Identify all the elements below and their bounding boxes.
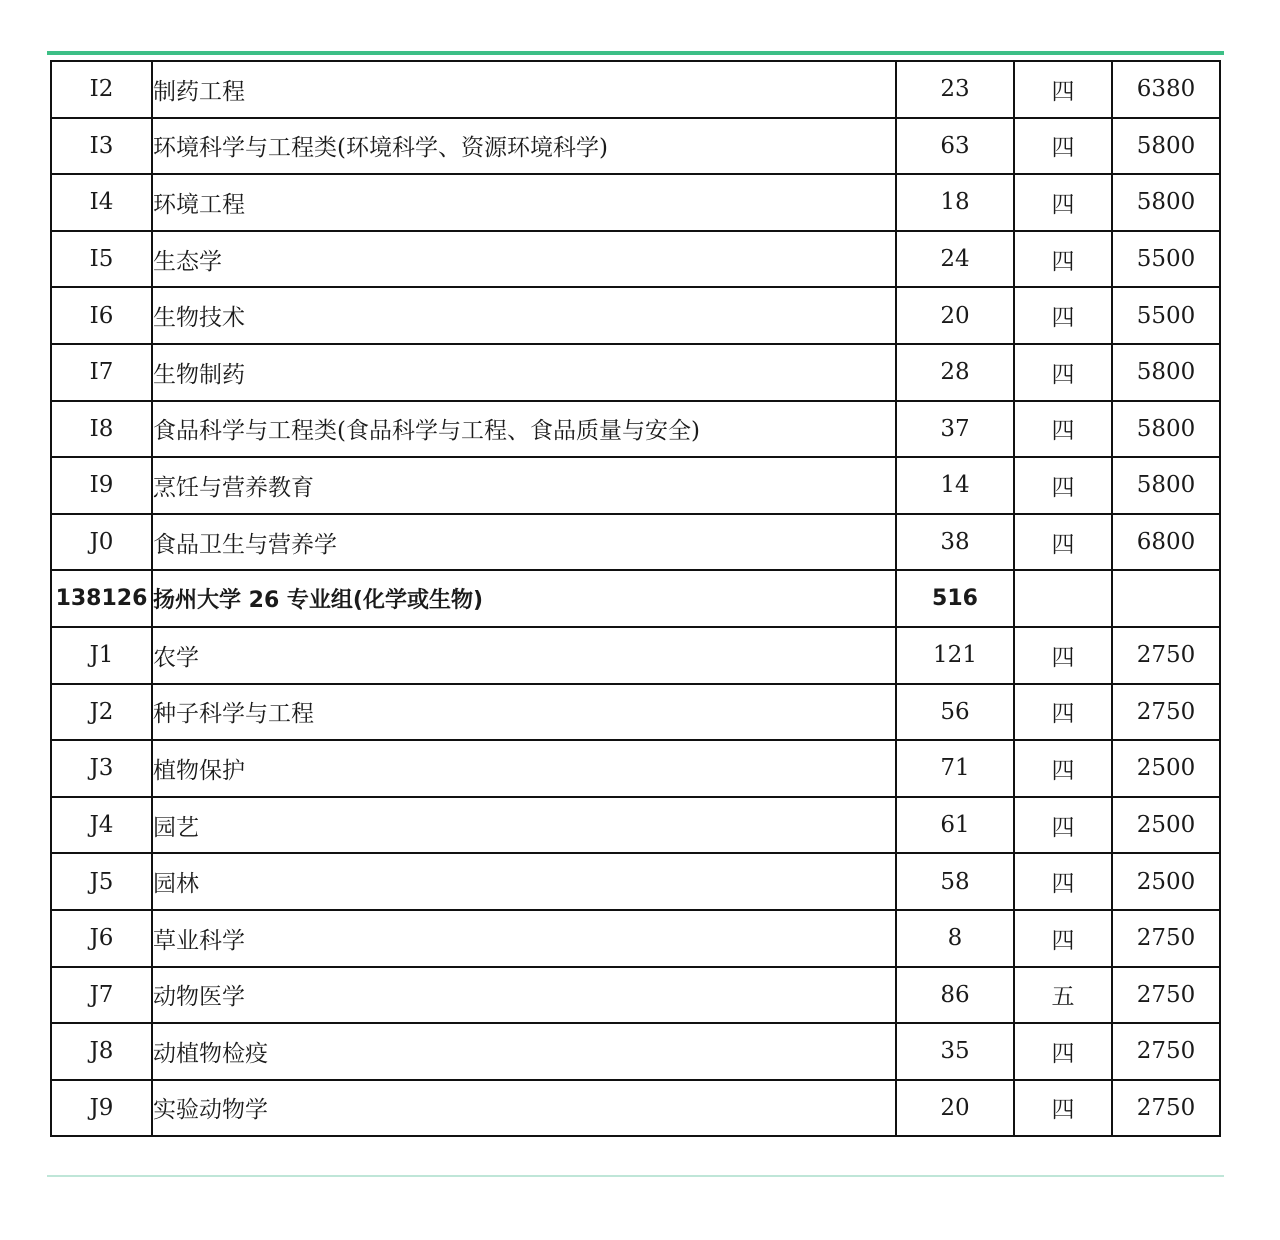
table-row — [51, 118, 1220, 175]
major-name: 食品科学与工程类(食品科学与工程、食品质量与安全) — [152, 401, 896, 458]
table-row — [51, 174, 1220, 231]
tuition-fee: 2750 — [1112, 967, 1220, 1024]
major-name: 园艺 — [152, 797, 896, 854]
enrollment-count: 121 — [896, 627, 1014, 684]
major-name: 制药工程 — [152, 61, 896, 118]
study-years: 四 — [1014, 61, 1112, 118]
major-code: J1 — [51, 627, 152, 684]
study-years: 四 — [1014, 231, 1112, 288]
enrollment-count: 24 — [896, 231, 1014, 288]
table-row — [51, 344, 1220, 401]
major-code: I2 — [51, 61, 152, 118]
table-row — [51, 684, 1220, 741]
tuition-fee: 5800 — [1112, 457, 1220, 514]
group-code: 138126 — [51, 570, 152, 627]
table-row — [51, 797, 1220, 854]
table-row — [51, 1080, 1220, 1137]
major-code: I7 — [51, 344, 152, 401]
enrollment-count: 38 — [896, 514, 1014, 571]
major-code: J2 — [51, 684, 152, 741]
enrollment-count: 18 — [896, 174, 1014, 231]
study-years: 五 — [1014, 967, 1112, 1024]
table-row — [51, 627, 1220, 684]
major-code: I5 — [51, 231, 152, 288]
tuition-fee: 5800 — [1112, 401, 1220, 458]
enrollment-count: 37 — [896, 401, 1014, 458]
enrollment-count: 23 — [896, 61, 1014, 118]
tuition-fee: 5800 — [1112, 344, 1220, 401]
study-years: 四 — [1014, 1080, 1112, 1137]
major-code: J9 — [51, 1080, 152, 1137]
tuition-fee: 5800 — [1112, 118, 1220, 175]
major-name: 园林 — [152, 853, 896, 910]
major-code: I8 — [51, 401, 152, 458]
group-header-row — [51, 570, 1220, 627]
tuition-fee: 6380 — [1112, 61, 1220, 118]
group-name: 扬州大学 26 专业组(化学或生物) — [152, 570, 896, 627]
major-name: 动物医学 — [152, 967, 896, 1024]
enrollment-count: 61 — [896, 797, 1014, 854]
study-years: 四 — [1014, 797, 1112, 854]
study-years: 四 — [1014, 118, 1112, 175]
major-name: 实验动物学 — [152, 1080, 896, 1137]
table-row — [51, 910, 1220, 967]
major-code: J0 — [51, 514, 152, 571]
table-row — [51, 1023, 1220, 1080]
study-years: 四 — [1014, 344, 1112, 401]
study-years: 四 — [1014, 287, 1112, 344]
enrollment-count: 35 — [896, 1023, 1014, 1080]
enrollment-plan-table — [50, 60, 1221, 1137]
tuition-fee: 2750 — [1112, 1080, 1220, 1137]
study-years: 四 — [1014, 627, 1112, 684]
tuition-fee: 5800 — [1112, 174, 1220, 231]
table-row — [51, 231, 1220, 288]
enrollment-count: 71 — [896, 740, 1014, 797]
major-name: 环境工程 — [152, 174, 896, 231]
major-code: J6 — [51, 910, 152, 967]
study-years: 四 — [1014, 514, 1112, 571]
tuition-fee: 5500 — [1112, 287, 1220, 344]
study-years: 四 — [1014, 853, 1112, 910]
study-years: 四 — [1014, 401, 1112, 458]
table-row — [51, 740, 1220, 797]
tuition-fee: 6800 — [1112, 514, 1220, 571]
table-row — [51, 287, 1220, 344]
study-years: 四 — [1014, 910, 1112, 967]
study-years: 四 — [1014, 1023, 1112, 1080]
bottom-accent-rule — [47, 1175, 1224, 1177]
major-code: I4 — [51, 174, 152, 231]
study-years: 四 — [1014, 740, 1112, 797]
major-name: 种子科学与工程 — [152, 684, 896, 741]
enrollment-count: 58 — [896, 853, 1014, 910]
major-code: I3 — [51, 118, 152, 175]
major-code: J8 — [51, 1023, 152, 1080]
enrollment-count: 63 — [896, 118, 1014, 175]
tuition-fee: 2500 — [1112, 797, 1220, 854]
major-name: 动植物检疫 — [152, 1023, 896, 1080]
major-name: 环境科学与工程类(环境科学、资源环境科学) — [152, 118, 896, 175]
group-total-count: 516 — [896, 570, 1014, 627]
tuition-fee: 2750 — [1112, 1023, 1220, 1080]
enrollment-count: 20 — [896, 1080, 1014, 1137]
enrollment-count: 56 — [896, 684, 1014, 741]
major-name: 农学 — [152, 627, 896, 684]
enrollment-count: 86 — [896, 967, 1014, 1024]
enrollment-count: 28 — [896, 344, 1014, 401]
tuition-fee — [1112, 570, 1220, 627]
table-row — [51, 457, 1220, 514]
major-code: J5 — [51, 853, 152, 910]
table-row — [51, 514, 1220, 571]
tuition-fee: 2750 — [1112, 627, 1220, 684]
major-name: 生物技术 — [152, 287, 896, 344]
study-years: 四 — [1014, 174, 1112, 231]
enrollment-count: 8 — [896, 910, 1014, 967]
table-row — [51, 967, 1220, 1024]
table-row — [51, 853, 1220, 910]
study-years: 四 — [1014, 684, 1112, 741]
enrollment-count: 20 — [896, 287, 1014, 344]
major-name: 生物制药 — [152, 344, 896, 401]
tuition-fee: 2500 — [1112, 740, 1220, 797]
study-years — [1014, 570, 1112, 627]
major-name: 烹饪与营养教育 — [152, 457, 896, 514]
tuition-fee: 2750 — [1112, 684, 1220, 741]
major-name: 生态学 — [152, 231, 896, 288]
table-row — [51, 61, 1220, 118]
major-name: 草业科学 — [152, 910, 896, 967]
tuition-fee: 2750 — [1112, 910, 1220, 967]
tuition-fee: 2500 — [1112, 853, 1220, 910]
tuition-fee: 5500 — [1112, 231, 1220, 288]
major-code: I6 — [51, 287, 152, 344]
study-years: 四 — [1014, 457, 1112, 514]
top-accent-rule — [47, 51, 1224, 55]
major-code: J7 — [51, 967, 152, 1024]
enrollment-count: 14 — [896, 457, 1014, 514]
major-name: 食品卫生与营养学 — [152, 514, 896, 571]
major-code: J4 — [51, 797, 152, 854]
major-code: J3 — [51, 740, 152, 797]
major-name: 植物保护 — [152, 740, 896, 797]
major-code: I9 — [51, 457, 152, 514]
table-row — [51, 401, 1220, 458]
